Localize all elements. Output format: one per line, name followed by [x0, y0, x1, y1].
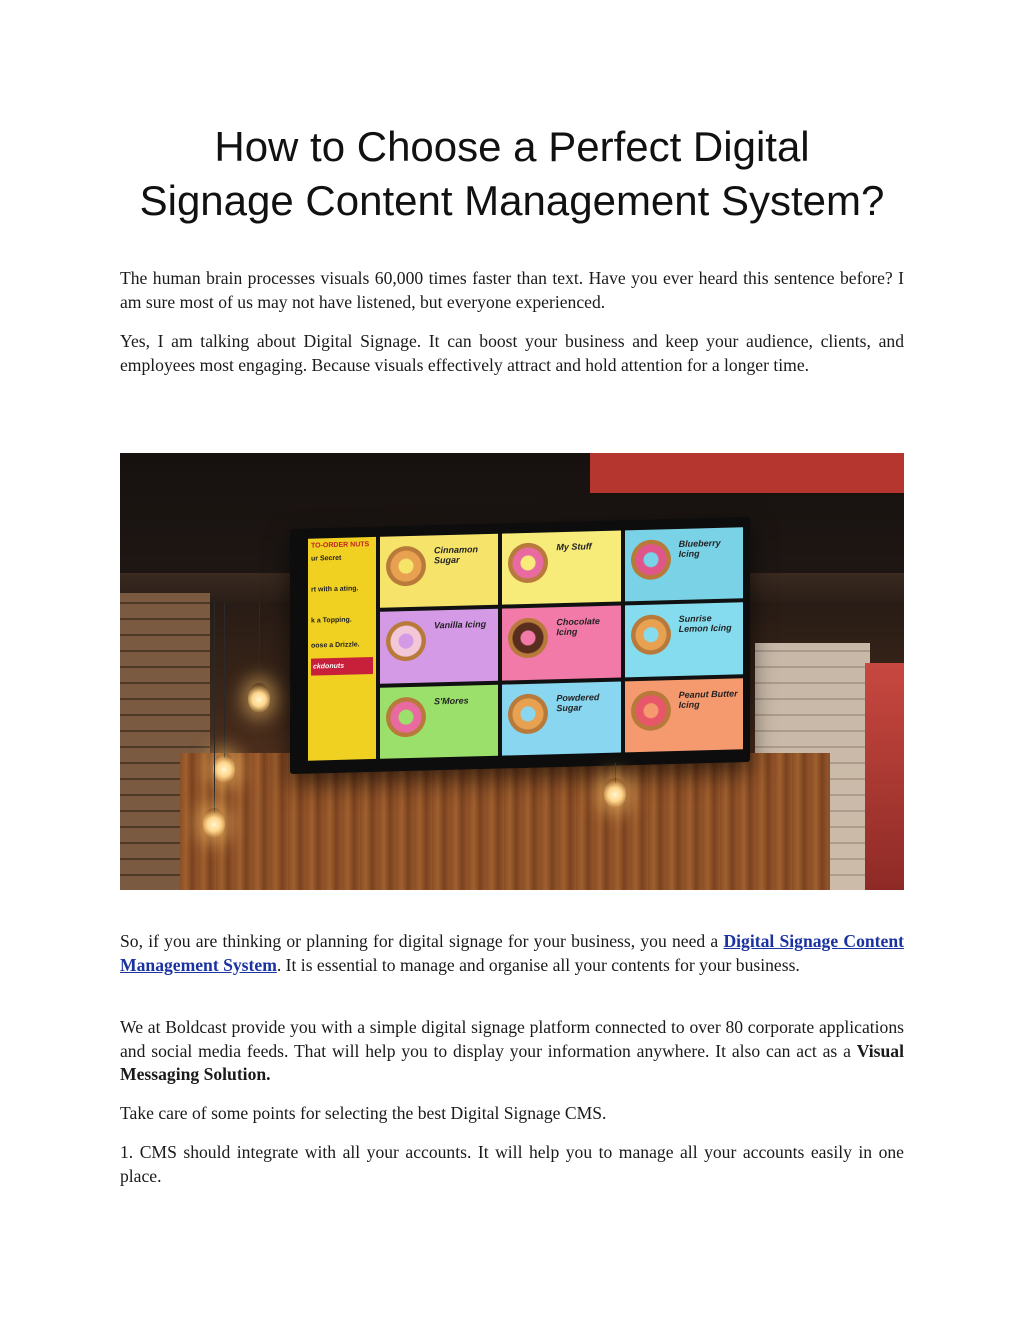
- pink-wall-right: [865, 663, 904, 890]
- menu-cell: [380, 684, 498, 758]
- points-intro: Take care of some points for selecting the best Digital Signage CMS.: [120, 1103, 607, 1123]
- menu-cell: [625, 678, 743, 752]
- pink-wall-top: [590, 453, 904, 493]
- menu-cell: [625, 603, 743, 677]
- menu-cell: [502, 681, 620, 755]
- bulb-cord: [214, 603, 215, 813]
- menu-cell: [380, 609, 498, 683]
- menu-item-name: Chocolate Icing: [556, 616, 600, 638]
- donut-image: [508, 542, 548, 583]
- donut-image: [386, 621, 426, 662]
- wood-panel: [180, 753, 830, 890]
- title-line-2: Signage Content Management System?: [139, 177, 885, 224]
- intro-paragraph: The human brain processes visuals 60,000 times faster than text. Have you ever heard this sentence before? I am sure most of us may not have listened, but everyone experienced.: [120, 268, 904, 312]
- point-1: 1. CMS should integrate with all your accounts. It will help you to manage all your accounts easily in one place.: [120, 1142, 904, 1186]
- donut-image: [508, 693, 548, 734]
- title-line-1: How to Choose a Perfect Digital: [214, 123, 810, 170]
- menu-item-name: My Stuff: [556, 541, 592, 553]
- cms-text-before: So, if you are thinking or planning for digital signage for your business, you need a: [120, 931, 724, 951]
- page-title: [100, 120, 924, 228]
- edison-bulb: [604, 778, 626, 808]
- menu-item-name: Peanut Butter Icing: [678, 688, 738, 710]
- menu-line-1: ur Secret: [311, 554, 342, 563]
- menu-line-2: rt with a ating.: [311, 585, 359, 594]
- menu-item-name: Sunrise Lemon Icing: [678, 613, 732, 635]
- donut-image: [631, 539, 671, 580]
- menu-line-3: k a Topping.: [311, 616, 352, 625]
- menu-item-name: Blueberry Icing: [678, 537, 721, 559]
- cms-link[interactable]: Digital Signage Content Management System: [120, 931, 904, 975]
- edison-bulb: [213, 753, 235, 783]
- menu-heading: TO-ORDER NUTS: [311, 541, 370, 550]
- digital-signage-paragraph: Yes, I am talking about Digital Signage. It can boost your business and keep your audience, clients, and employees most engaging. Because visuals effectively attract and hold attention for a longer time.: [120, 331, 904, 375]
- bulb-cord: [224, 603, 225, 758]
- menu-side-panel: [308, 537, 376, 761]
- donut-image: [508, 618, 548, 659]
- menu-cell: [380, 534, 498, 608]
- menu-cell: [502, 606, 620, 680]
- menu-cell: [625, 527, 743, 601]
- menu-item-name: Vanilla Icing: [434, 619, 487, 631]
- donut-image: [631, 615, 671, 656]
- donut-image: [386, 696, 426, 737]
- donut-image: [386, 546, 426, 587]
- boldcast-text: We at Boldcast provide you with a simple digital signage platform connected to over 80 corporate applications and social media feeds. That will help you to display your information anywhere. It also can act as a: [120, 1017, 904, 1061]
- edison-bulb: [203, 808, 225, 838]
- visual-messaging-bold: Visual Messaging Solution.: [120, 1040, 904, 1084]
- donut-image: [631, 690, 671, 731]
- menu-item-name: Powdered Sugar: [556, 691, 600, 713]
- menu-item-name: S'Mores: [434, 695, 469, 707]
- menu-brand-footer: ckdonuts: [311, 657, 373, 676]
- boldcast-paragraph: [120, 1016, 904, 1087]
- menu-line-4: oose a Drizzle.: [311, 641, 360, 650]
- menu-screen: [308, 527, 743, 760]
- bulb-cord: [259, 603, 260, 688]
- cms-paragraph: [120, 930, 904, 977]
- digital-signage-photo: [120, 453, 904, 890]
- cms-text-after: . It is essential to manage and organise all your contents for your business.: [276, 954, 800, 975]
- edison-bulb: [248, 683, 270, 713]
- menu-item-name: Cinnamon Sugar: [434, 544, 478, 566]
- menu-cell: [502, 531, 620, 605]
